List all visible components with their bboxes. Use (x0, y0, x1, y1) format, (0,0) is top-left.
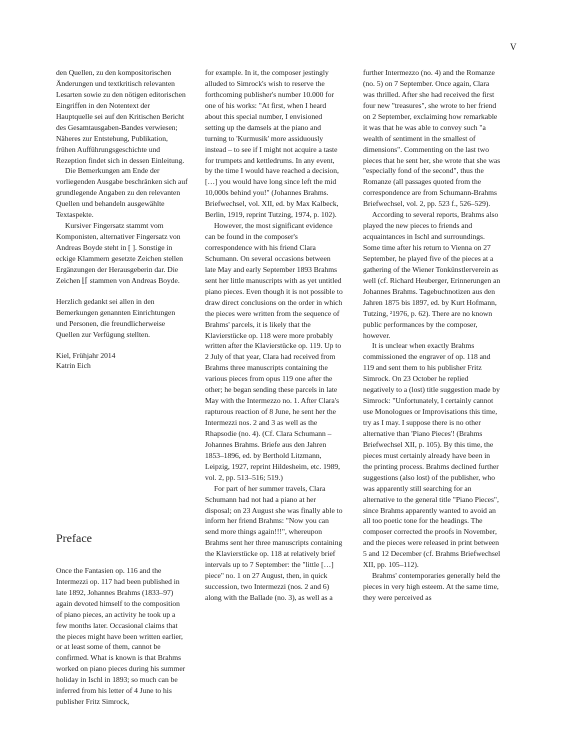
column-right (363, 68, 501, 708)
section-heading-preface: Preface (56, 531, 92, 546)
thanks-paragraph: Herzlich gedankt sei allen in den Bemerkungen genannten Einrichtungen und Personen, die freundlicherweise Quellen zur Verfügung stellten. (56, 296, 176, 339)
page-number: V (510, 42, 517, 52)
column-middle (205, 68, 343, 708)
right-paragraph-1: further Intermezzo (no. 4) and the Romanze (no. 5) on 7 September. Once again, Clara was thrilled. After she had received the first four new "treasures", she wrote to her friend on 2 September, exclaiming how remarkable it was that he was able to convey such "a wealth of sentiment in the smallest of dimensions". Commenting on the last two pieces that he sent her, she wrote that she was "especially fond of the second", thus the Romanze (all passages quoted from the correspondence are from Schumann-Brahms Briefwechsel, vol. 2, pp. 523 f., 526–529). (363, 68, 501, 209)
signature-place-date: Kiel, Frühjahr 2014 (56, 350, 116, 360)
right-paragraph-2: According to several reports, Brahms also played the new pieces to friends and acquaintances in Ischl and surroundings. Some time after his return to Vienna on 27 September, he played five of the pieces at a gathering of the Wiener Tonkünstlerverein as well (cf. Richard Heuberger, Erinnerungen an Johannes Brahms. Tagebuchnotizen aus den Jahren 1875 bis 1897, ed. by Kurt Hofmann, Tutzing, ²1976, p. 62). There are no known public performances by the composer, however. (363, 210, 501, 340)
preface-paragraph: Once the Fantasien op. 116 and the Intermezzi op. 117 had been published in late 1892, Johannes Brahms (1833–97) again devoted himself to the composition of piano pieces, an activity he took up a few months later. Occasional claims that the pieces might have been written earlier, or at least some of them, cannot be confirmed. What is known is that Brahms worked on piano pieces during his summer holiday in Ischl in 1893; so much can be inferred from his letter of 4 June to his publisher Fritz Simrock, (56, 565, 186, 707)
column-left (56, 68, 188, 708)
middle-paragraph-3: For part of her summer travels, Clara Schumann had not had a piano at her disposal; on 23 August she was finally able to inform her friend Brahms: "Now you can send more things again!!!", whereupon Brahms sent her three manuscripts containing the Klavierstücke op. 118 at relatively brief intervals up to 7 September: the "little […] piece" no. 1 on 27 August, then, in quick succession, two Intermezzi (nos. 2 and 6) along with the Ballade (no. 3), as well as a (205, 483, 343, 602)
signature-name: Katrin Eich (56, 361, 91, 371)
middle-paragraph-2: However, the most significant evidence can be found in the composer's correspondence with his friend Clara Schumann. On several occasions between late May and early September 1893 Brahms sent her little manuscripts with as yet untitled piano pieces. Even though it is not possible to draw direct conclusions on the order in which the pieces were written from the sequence of Brahms' parcels, it is likely that the Klavierstücke op. 118 were more probably written after the Klavierstücke op. 119. Up to 2 July of that year, Clara had received from Brahms three manuscripts containing the various pieces from opus 119 one after the other; he began sending these parcels in late May with the Intermezzo no. 1. After Clara's rapturous reaction of 8 June, he sent her the Intermezzi nos. 2 and 3 as well as the Rhapsodie (no. 4). (Cf. Clara Schumann – Johannes Brahms. Briefe aus den Jahren 1853–1896, ed. by Berthold Litzmann, Leipzig, 1927, reprint Hildesheim, etc. 1989, vol. 2, pp. 513–516; 519.) (205, 221, 343, 482)
intro-paragraph: den Quellen, zu den kompositorischen Änderungen und textkritisch relevanten Lesarten sowie zu den nötigen editorischen Eingriffen in den Notentext der Hauptquelle sei auf den Kritischen Bericht des Gesamtausgaben-Bandes verwiesen; Näheres zur Entstehung, Publikation, frühen Aufführungsgeschichte und Rezeption findet sich in dessen Einleitung. (56, 68, 186, 165)
right-paragraph-4: Brahms' contemporaries generally held the pieces in very high esteem. At the same time, they were perceived as (363, 571, 501, 602)
right-paragraph-3: It is unclear when exactly Brahms commissioned the engraver of op. 118 and 119 and sent them to his publisher Fritz Simrock. On 23 October he replied negatively to a (lost) title suggestion made by Simrock: "Unfortunately, I certainly cannot use Monologues or Improvisations this time, try as I may. I suppose there is no other alternative than 'Piano Pieces'! (Brahms Briefwechsel XII, p. 105). By this time, the pieces must certainly already have been in the printing process. Brahms declined further suggestions (also lost) of the publisher, who was apparently still searching for an alternative to the general title "Piano Pieces", since Brahms apparently wanted to avoid an all too poetic tone for the headings. The composer corrected the proofs in November, and the pieces were released in print between 5 and 12 December (cf. Brahms Briefwechsel XII, pp. 105–112). (363, 341, 501, 570)
fingering-paragraph: Kursiver Fingersatz stammt vom Komponisten, alternativer Fingersatz von Andreas Boyde steht in [ ]. Sonstige in eckige Klammern gesetzte Zeichen stellen Ergänzungen der Herausgeberin dar. Die Zeichen ⌊⌈ stammen von Andreas Boyde. (56, 221, 184, 285)
middle-paragraph-1: for example. In it, the composer jestingly alluded to Simrock's wish to reserve the forthcoming publisher's number 10.000 for one of his works: "At first, when I heard about this special number, I envisioned setting up the damsels at the piano and turning to 'Kurmusik' more assiduously instead – to see if I might not acquire a taste for trumpets and kettledrums. In any event, by the time I would have reached a decision, […] you would have long since left the mid 10,000s behind you!" (Johannes Brahms. Briefwechsel, vol. XII, ed. by Max Kalbeck, Berlin, 1919, reprint Tutzing, 1974, p. 102). (205, 68, 339, 220)
remarks-paragraph: Die Bemerkungen am Ende der vorliegenden Ausgabe beschränken sich auf grundlegende Angaben zu den relevanten Quellen und behandeln ausgewählte Textaspekte. (56, 166, 188, 220)
